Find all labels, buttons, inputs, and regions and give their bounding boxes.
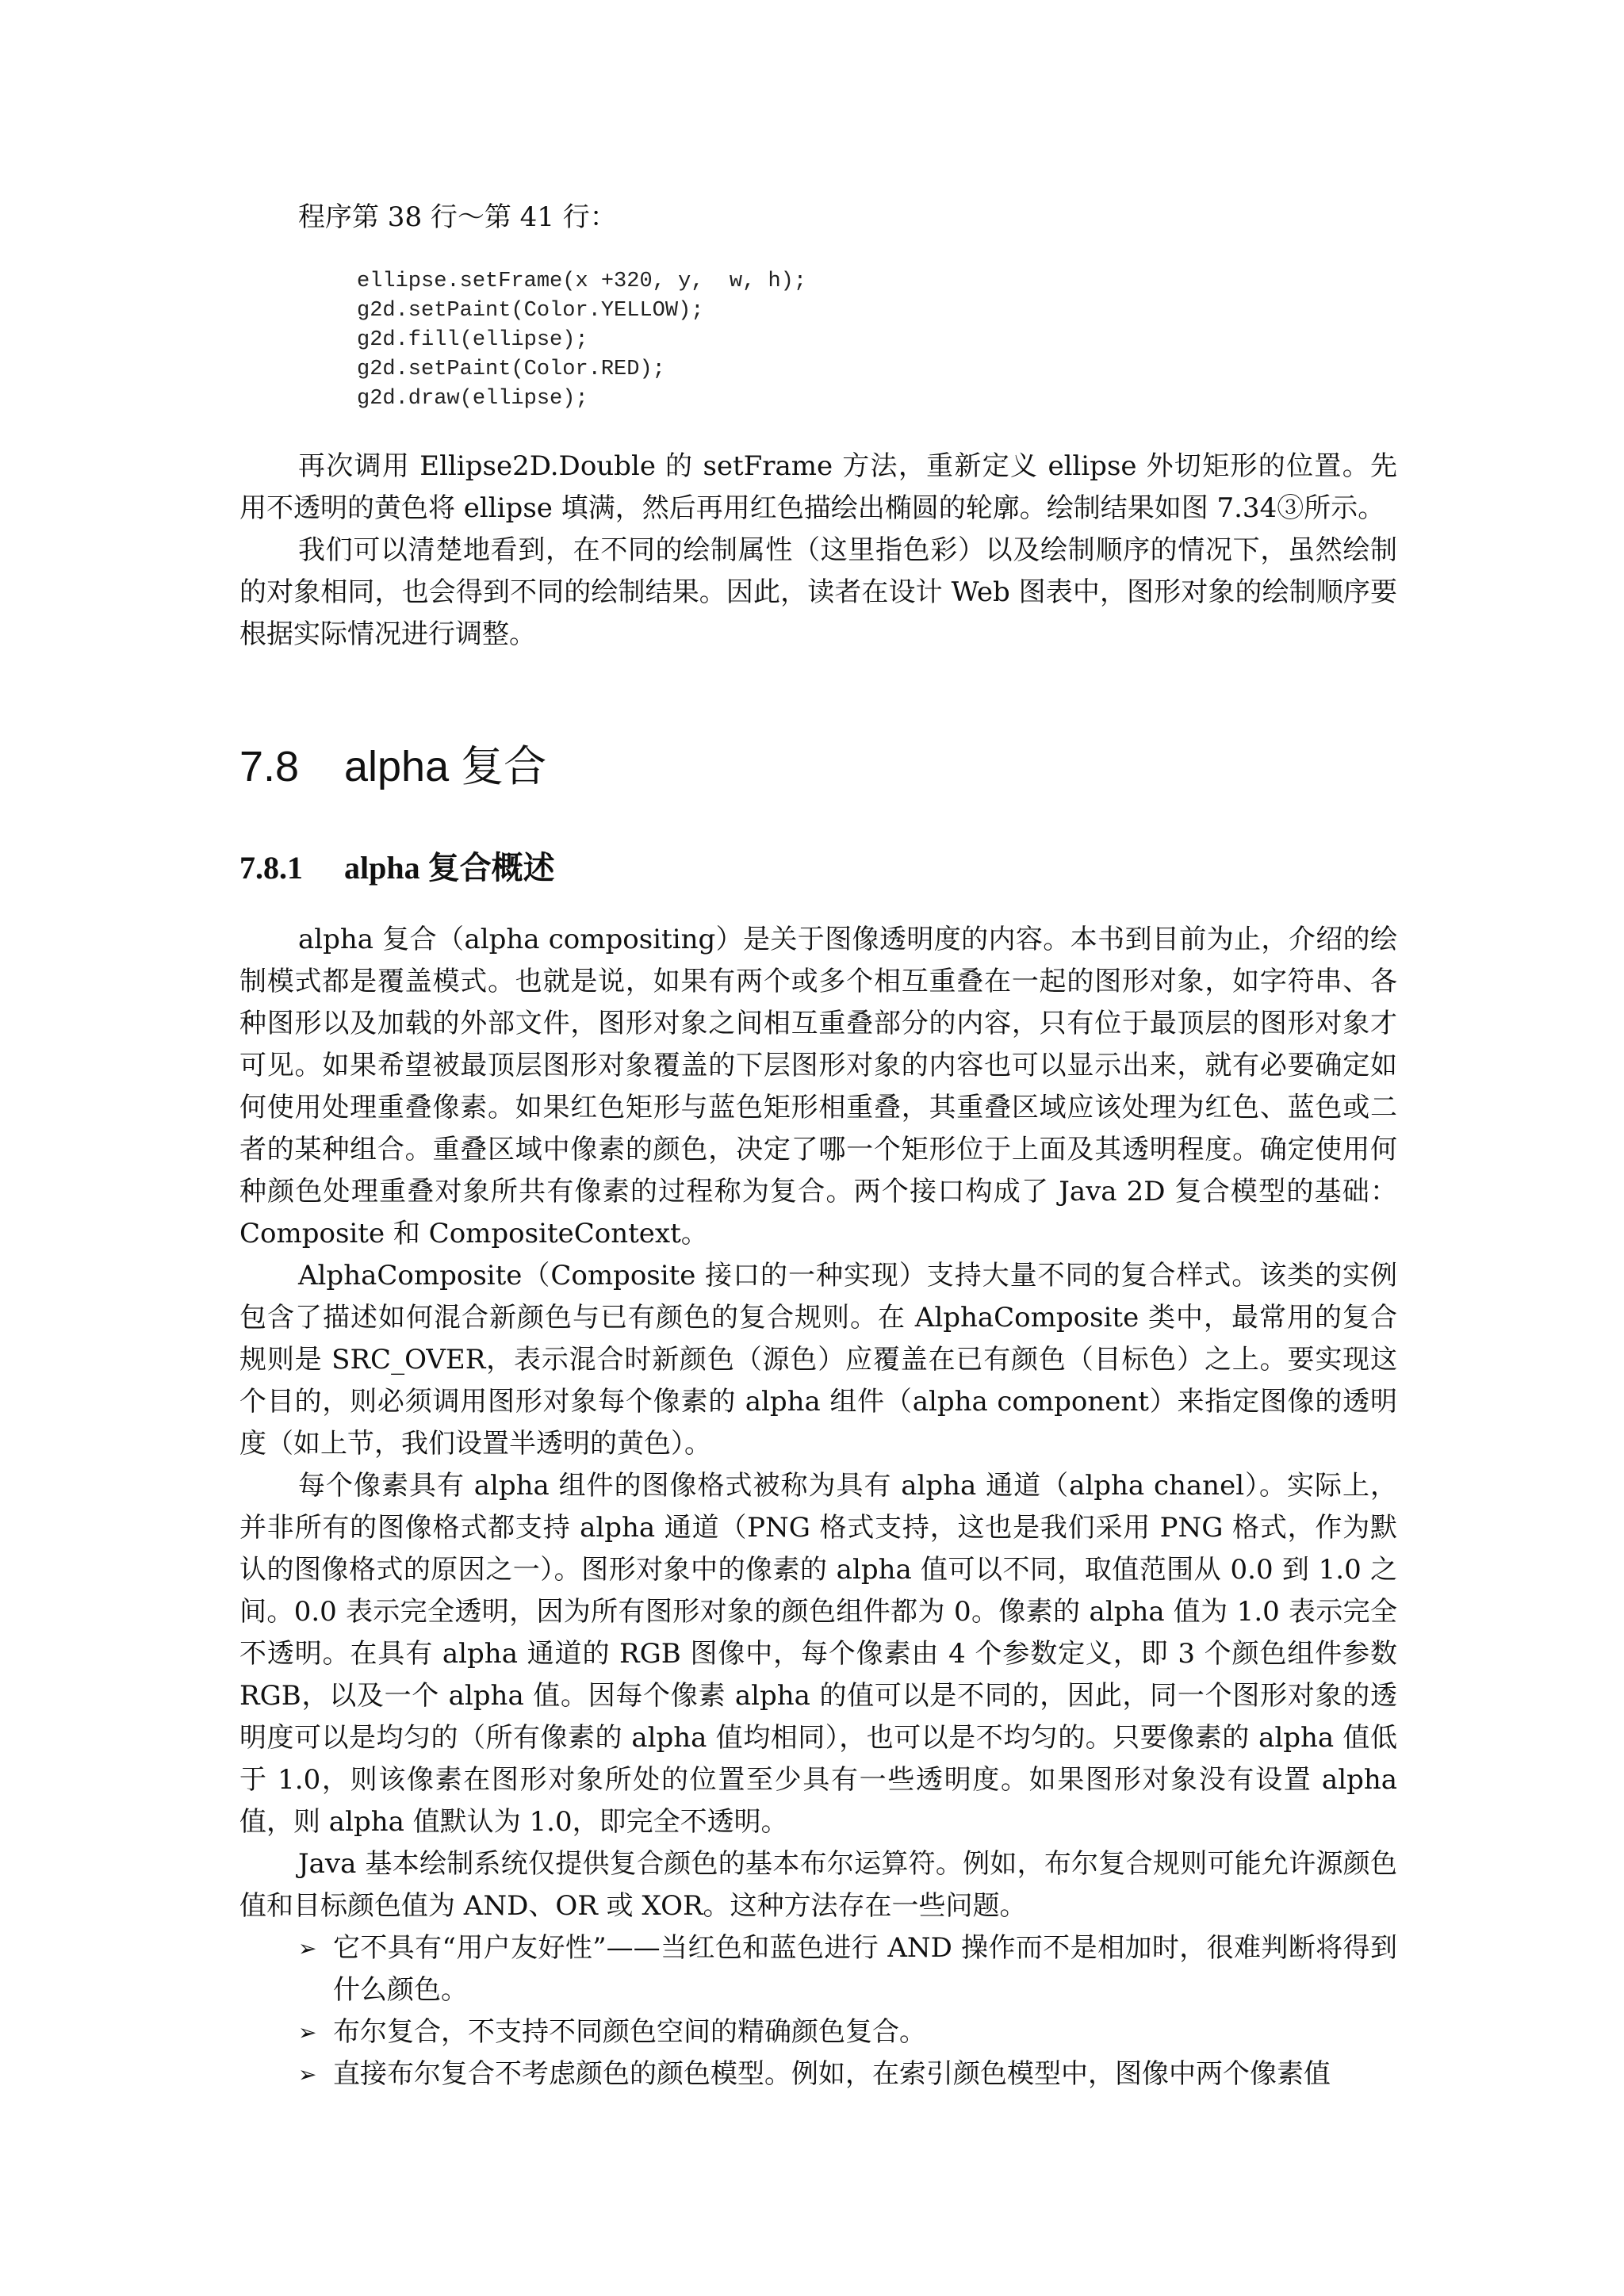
code-block	[357, 267, 1397, 414]
subsection-number: 7.8.1	[239, 850, 303, 886]
bullet-list	[239, 1927, 1397, 2095]
arrow-bullet-icon: ➢	[298, 2061, 317, 2087]
list-item	[298, 1927, 1397, 2011]
paragraph: 每个像素具有 alpha 组件的图像格式被称为具有 alpha 通道（alpha chanel）。实际上，并非所有的图像格式都支持 alpha 通道（PNG 格式支持，这也是我们采用 PNG 格式，作为默认的图像格式的原因之一）。图形对象中的像素的 alpha 值可以不同，取值范围从 0.0 到 1.0 之间。0.0 表示完全透明，因为所有图形对象的颜色组件都为 0。像素的 alpha 值为 1.0 表示完全不透明。在具有 alpha 通道的 RGB 图像中，每个像素由 4 个参数定义，即 3 个颜色组件参数 RGB，以及一个 alpha 值。因每个像素 alpha 的值可以是不同的，因此，同一个图形对象的透明度可以是均匀的（所有像素的 alpha 值均相同），也可以是不均匀的。只要像素的 alpha 值低于 1.0，则该像素在图形对象所处的位置至少具有一些透明度。如果图形对象没有设置 alpha 值，则 alpha 值默认为 1.0，即完全不透明。	[239, 1470, 1397, 1838]
list-item-text: 直接布尔复合不考虑颜色的颜色模型。例如，在索引颜色模型中，图像中两个像素值	[333, 2058, 1331, 2090]
list-item-text: 布尔复合，不支持不同颜色空间的精确颜色复合。	[333, 2016, 926, 2048]
paragraph: 我们可以清楚地看到，在不同的绘制属性（这里指色彩）以及绘制顺序的情况下，虽然绘制的对象相同，也会得到不同的绘制结果。因此，读者在设计 Web 图表中，图形对象的绘制顺序要根据实际情况进行调整。	[239, 534, 1397, 650]
page-content	[239, 197, 1397, 2095]
section-title: alpha 复合	[344, 743, 547, 790]
list-item	[298, 2053, 1397, 2095]
paragraph: 再次调用 Ellipse2D.Double 的 setFrame 方法，重新定义 ellipse 外切矩形的位置。先用不透明的黄色将 ellipse 填满，然后再用红色描绘出椭圆的轮廓。绘制结果如图 7.34③所示。	[239, 450, 1397, 524]
paragraph: alpha 复合（alpha compositing）是关于图像透明度的内容。本书到目前为止，介绍的绘制模式都是覆盖模式。也就是说，如果有两个或多个相互重叠在一起的图形对象，如字符串、各种图形以及加载的外部文件，图形对象之间相互重叠部分的内容，只有位于最顶层的图形对象才可见。如果希望被最顶层图形对象覆盖的下层图形对象的内容也可以显示出来，就有必要确定如何使用处理重叠像素。如果红色矩形与蓝色矩形相重叠，其重叠区域应该处理为红色、蓝色或二者的某种组合。重叠区域中像素的颜色，决定了哪一个矩形位于上面及其透明程度。确定使用何种颜色处理重叠对象所共有像素的过程称为复合。两个接口构成了 Java 2D 复合模型的基础：Composite 和 CompositeContext。	[239, 924, 1397, 1249]
arrow-bullet-icon: ➢	[298, 1935, 317, 1961]
paragraph: Java 基本绘制系统仅提供复合颜色的基本布尔运算符。例如，布尔复合规则可能允许源颜色值和目标颜色值为 AND、OR 或 XOR。这种方法存在一些问题。	[239, 1848, 1397, 1922]
section-heading	[239, 735, 1397, 798]
intro-line: 程序第 38 行～第 41 行：	[298, 201, 617, 233]
section-number: 7.8	[239, 743, 300, 790]
code-line: ellipse.setFrame(x +320, y, w, h);	[357, 270, 807, 293]
subsection-heading	[239, 844, 1397, 892]
code-line: g2d.setPaint(Color.RED);	[357, 358, 665, 381]
code-line: g2d.setPaint(Color.YELLOW);	[357, 299, 704, 323]
subsection-title: alpha 复合概述	[344, 850, 555, 886]
list-item-text: 它不具有“用户友好性”——当红色和蓝色进行 AND 操作而不是相加时，很难判断将得到什么颜色。	[333, 1932, 1397, 2006]
code-line: g2d.fill(ellipse);	[357, 328, 588, 352]
paragraph: AlphaComposite（Composite 接口的一种实现）支持大量不同的复合样式。该类的实例包含了描述如何混合新颜色与已有颜色的复合规则。在 AlphaComposite 类中，最常用的复合规则是 SRC_OVER，表示混合时新颜色（源色）应覆盖在已有颜色（目标色）之上。要实现这个目的，则必须调用图形对象每个像素的 alpha 组件（alpha component）来指定图像的透明度（如上节，我们设置半透明的黄色）。	[239, 1260, 1397, 1460]
list-item	[298, 2011, 1397, 2053]
code-line: g2d.draw(ellipse);	[357, 387, 588, 411]
arrow-bullet-icon: ➢	[298, 2019, 317, 2045]
